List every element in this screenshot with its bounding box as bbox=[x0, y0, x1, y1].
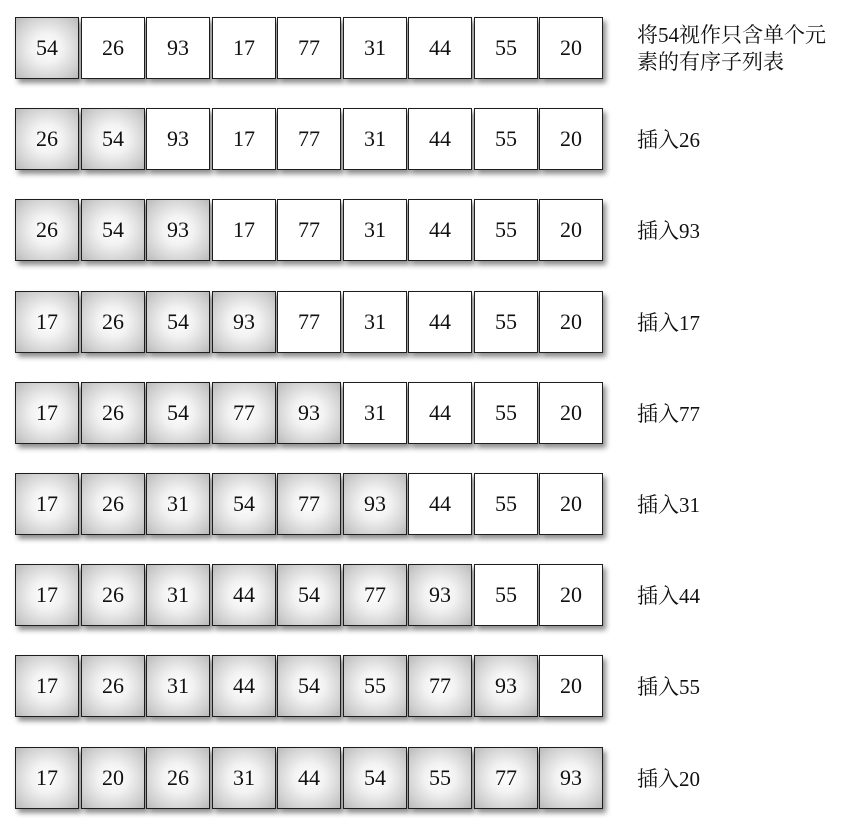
sorted-cell: 44 bbox=[212, 564, 276, 626]
sorted-cell: 54 bbox=[212, 473, 276, 535]
sorted-cell: 54 bbox=[146, 291, 210, 353]
unsorted-cell: 20 bbox=[539, 17, 603, 79]
unsorted-cell: 55 bbox=[474, 564, 538, 626]
sorted-cell: 77 bbox=[343, 564, 407, 626]
sorted-cell: 55 bbox=[408, 747, 472, 809]
unsorted-cell: 55 bbox=[474, 108, 538, 170]
step-label: 插入55 bbox=[637, 675, 700, 699]
unsorted-cell: 20 bbox=[539, 291, 603, 353]
sorted-cell: 17 bbox=[15, 564, 79, 626]
unsorted-cell: 31 bbox=[343, 17, 407, 79]
sorted-cell: 26 bbox=[15, 199, 79, 261]
unsorted-cell: 44 bbox=[408, 382, 472, 444]
unsorted-cell: 44 bbox=[408, 17, 472, 79]
unsorted-cell: 31 bbox=[343, 382, 407, 444]
sorted-cell: 17 bbox=[15, 382, 79, 444]
unsorted-cell: 77 bbox=[277, 17, 341, 79]
unsorted-cell: 77 bbox=[277, 199, 341, 261]
sorted-cell: 54 bbox=[146, 382, 210, 444]
unsorted-cell: 93 bbox=[146, 108, 210, 170]
sorted-cell: 31 bbox=[146, 564, 210, 626]
sorted-cell: 17 bbox=[15, 747, 79, 809]
sorted-cell: 20 bbox=[81, 747, 145, 809]
step-label: 插入26 bbox=[637, 128, 700, 152]
sorted-cell: 54 bbox=[343, 747, 407, 809]
step-label: 插入93 bbox=[637, 219, 700, 243]
sorted-cell: 77 bbox=[212, 382, 276, 444]
sorted-cell: 93 bbox=[408, 564, 472, 626]
sorted-cell: 54 bbox=[15, 17, 79, 79]
sorted-cell: 54 bbox=[277, 564, 341, 626]
unsorted-cell: 20 bbox=[539, 382, 603, 444]
step-label: 素的有序子列表 bbox=[637, 50, 784, 74]
unsorted-cell: 26 bbox=[81, 17, 145, 79]
sorted-cell: 31 bbox=[146, 655, 210, 717]
unsorted-cell: 17 bbox=[212, 108, 276, 170]
step-label: 插入44 bbox=[637, 584, 700, 608]
sorted-cell: 93 bbox=[212, 291, 276, 353]
unsorted-cell: 31 bbox=[343, 199, 407, 261]
unsorted-cell: 20 bbox=[539, 655, 603, 717]
sorted-cell: 54 bbox=[81, 108, 145, 170]
unsorted-cell: 55 bbox=[474, 291, 538, 353]
unsorted-cell: 17 bbox=[212, 17, 276, 79]
sorted-cell: 77 bbox=[277, 473, 341, 535]
unsorted-cell: 55 bbox=[474, 17, 538, 79]
sorted-cell: 26 bbox=[81, 291, 145, 353]
sorted-cell: 26 bbox=[81, 655, 145, 717]
sorted-cell: 44 bbox=[277, 747, 341, 809]
unsorted-cell: 44 bbox=[408, 291, 472, 353]
sorted-cell: 17 bbox=[15, 291, 79, 353]
unsorted-cell: 93 bbox=[146, 17, 210, 79]
step-label: 插入17 bbox=[637, 311, 700, 335]
sorted-cell: 26 bbox=[15, 108, 79, 170]
unsorted-cell: 77 bbox=[277, 108, 341, 170]
unsorted-cell: 31 bbox=[343, 108, 407, 170]
sorted-cell: 77 bbox=[474, 747, 538, 809]
sorted-cell: 93 bbox=[277, 382, 341, 444]
sorted-cell: 26 bbox=[81, 473, 145, 535]
sorted-cell: 93 bbox=[343, 473, 407, 535]
step-label: 插入31 bbox=[637, 493, 700, 517]
sorted-cell: 55 bbox=[343, 655, 407, 717]
sorted-cell: 93 bbox=[474, 655, 538, 717]
unsorted-cell: 44 bbox=[408, 199, 472, 261]
unsorted-cell: 44 bbox=[408, 473, 472, 535]
sorted-cell: 93 bbox=[146, 199, 210, 261]
step-label: 插入77 bbox=[637, 402, 700, 426]
unsorted-cell: 17 bbox=[212, 199, 276, 261]
unsorted-cell: 77 bbox=[277, 291, 341, 353]
sorted-cell: 54 bbox=[277, 655, 341, 717]
sorted-cell: 26 bbox=[81, 564, 145, 626]
sorted-cell: 31 bbox=[146, 473, 210, 535]
sorted-cell: 77 bbox=[408, 655, 472, 717]
step-label: 将54视作只含单个元 bbox=[637, 23, 826, 47]
unsorted-cell: 20 bbox=[539, 199, 603, 261]
sorted-cell: 44 bbox=[212, 655, 276, 717]
unsorted-cell: 20 bbox=[539, 564, 603, 626]
unsorted-cell: 55 bbox=[474, 382, 538, 444]
unsorted-cell: 44 bbox=[408, 108, 472, 170]
unsorted-cell: 55 bbox=[474, 199, 538, 261]
unsorted-cell: 31 bbox=[343, 291, 407, 353]
sorted-cell: 26 bbox=[146, 747, 210, 809]
sorted-cell: 17 bbox=[15, 473, 79, 535]
sorted-cell: 26 bbox=[81, 382, 145, 444]
unsorted-cell: 20 bbox=[539, 108, 603, 170]
unsorted-cell: 55 bbox=[474, 473, 538, 535]
sorted-cell: 17 bbox=[15, 655, 79, 717]
sorted-cell: 54 bbox=[81, 199, 145, 261]
sorted-cell: 93 bbox=[539, 747, 603, 809]
unsorted-cell: 20 bbox=[539, 473, 603, 535]
sorted-cell: 31 bbox=[212, 747, 276, 809]
step-label: 插入20 bbox=[637, 767, 700, 791]
